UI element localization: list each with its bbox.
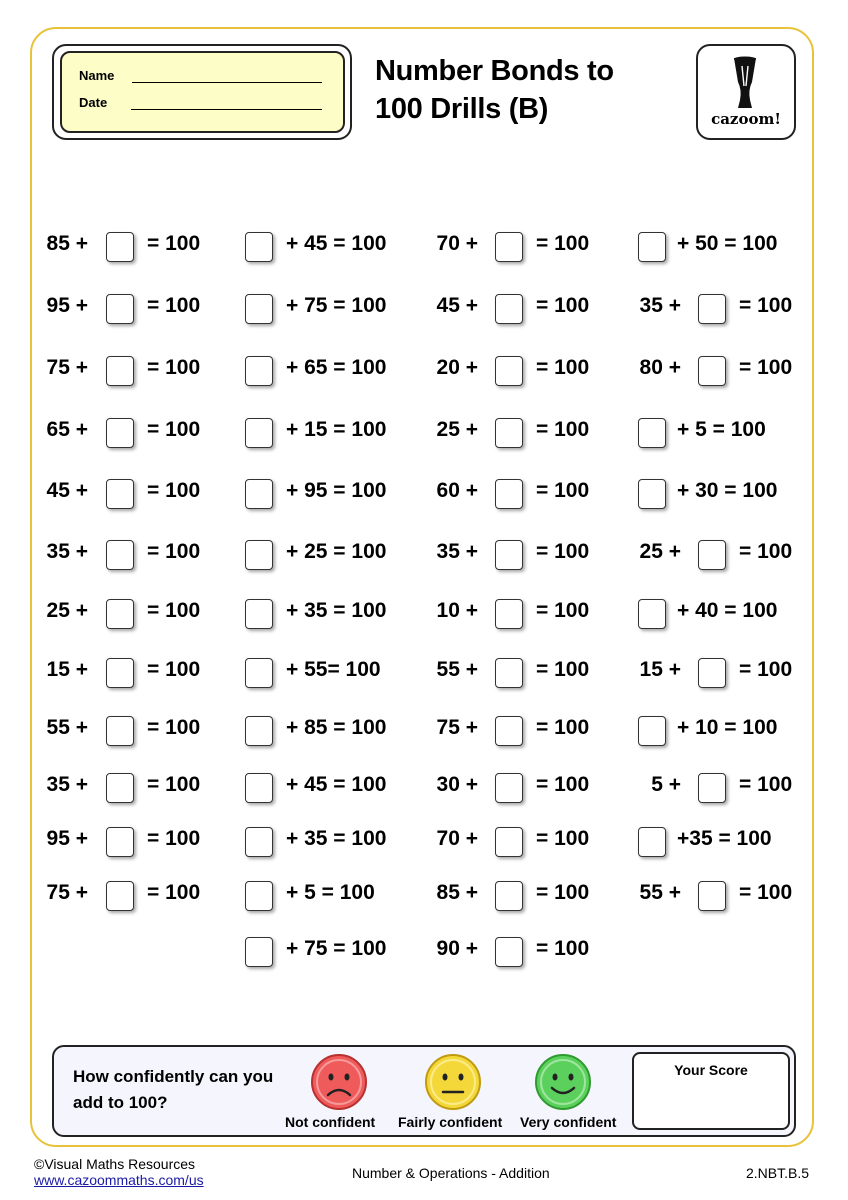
answer-box[interactable] bbox=[495, 294, 523, 324]
answer-box[interactable] bbox=[106, 294, 134, 324]
answer-box[interactable] bbox=[245, 599, 273, 629]
answer-box[interactable] bbox=[106, 356, 134, 386]
problem-equation: + 75 = 100 bbox=[286, 937, 387, 960]
problem-addend: 75 + bbox=[436, 716, 478, 739]
answer-box[interactable] bbox=[638, 827, 666, 857]
score-box[interactable] bbox=[632, 1052, 790, 1130]
problem-addend: 95 + bbox=[46, 827, 88, 850]
problem-addend: 35 + bbox=[46, 540, 88, 563]
name-field[interactable] bbox=[132, 82, 322, 83]
answer-box[interactable] bbox=[106, 658, 134, 688]
answer-box[interactable] bbox=[495, 479, 523, 509]
problem-equation: + 50 = 100 bbox=[677, 232, 778, 255]
answer-box[interactable] bbox=[495, 937, 523, 967]
problem-equation: = 100 bbox=[536, 418, 590, 441]
confidence-question: How confidently can you add to 100? bbox=[73, 1067, 274, 1112]
answer-box[interactable] bbox=[698, 773, 726, 803]
problem-addend: 85 + bbox=[46, 232, 88, 255]
problem-addend: 75 + bbox=[46, 881, 88, 904]
answer-box[interactable] bbox=[638, 716, 666, 746]
problem-equation: = 100 bbox=[147, 827, 201, 850]
problem-equation: = 100 bbox=[147, 294, 201, 317]
problem-addend: 25 + bbox=[639, 540, 681, 563]
problem-addend: 80 + bbox=[639, 356, 681, 379]
answer-box[interactable] bbox=[245, 479, 273, 509]
page-title bbox=[375, 52, 675, 128]
answer-box[interactable] bbox=[495, 599, 523, 629]
name-date-box bbox=[60, 51, 345, 133]
problem-equation: = 100 bbox=[536, 232, 590, 255]
problem-equation: = 100 bbox=[739, 773, 793, 796]
name-label: Name bbox=[79, 68, 115, 83]
problem-addend: 30 + bbox=[436, 773, 478, 796]
problem-equation: + 40 = 100 bbox=[677, 599, 778, 622]
problem-equation: = 100 bbox=[536, 294, 590, 317]
problem-equation: + 10 = 100 bbox=[677, 716, 778, 739]
answer-box[interactable] bbox=[245, 937, 273, 967]
answer-box[interactable] bbox=[495, 716, 523, 746]
answer-box[interactable] bbox=[638, 479, 666, 509]
problem-equation: = 100 bbox=[147, 658, 201, 681]
problem-addend: 55 + bbox=[46, 716, 88, 739]
copyright-text: ©Visual Maths Resources bbox=[34, 1156, 196, 1172]
title-line-2: 100 Drills (B) bbox=[375, 93, 549, 125]
problem-equation: + 75 = 100 bbox=[286, 294, 387, 317]
problem-equation: = 100 bbox=[739, 356, 793, 379]
problem-equation: = 100 bbox=[147, 773, 201, 796]
answer-box[interactable] bbox=[106, 773, 134, 803]
problem-equation: + 45 = 100 bbox=[286, 773, 387, 796]
problem-equation: + 5 = 100 bbox=[286, 881, 375, 904]
problem-addend: 5 + bbox=[651, 773, 681, 796]
problem-equation: + 35 = 100 bbox=[286, 827, 387, 850]
answer-box[interactable] bbox=[495, 540, 523, 570]
standard-code: 2.NBT.B.5 bbox=[746, 1165, 810, 1181]
logo-text: cazoom! bbox=[711, 110, 781, 128]
problem-equation: = 100 bbox=[739, 658, 793, 681]
answer-box[interactable] bbox=[698, 294, 726, 324]
website-link[interactable]: www.cazoommaths.com/us bbox=[34, 1172, 204, 1188]
score-label: Your Score bbox=[674, 1062, 748, 1078]
problem-equation: + 85 = 100 bbox=[286, 716, 387, 739]
problem-addend: 55 + bbox=[436, 658, 478, 681]
answer-box[interactable] bbox=[245, 773, 273, 803]
problem-addend: 15 + bbox=[639, 658, 681, 681]
problem-equation: + 45 = 100 bbox=[286, 232, 387, 255]
answer-box[interactable] bbox=[245, 540, 273, 570]
problem-equation: + 30 = 100 bbox=[677, 479, 778, 502]
problem-addend: 10 + bbox=[436, 599, 478, 622]
page-frame bbox=[30, 27, 814, 1147]
answer-box[interactable] bbox=[106, 881, 134, 911]
answer-box[interactable] bbox=[106, 827, 134, 857]
problem-addend: 25 + bbox=[46, 599, 88, 622]
problem-addend: 75 + bbox=[46, 356, 88, 379]
neutral-face-icon[interactable] bbox=[424, 1053, 482, 1111]
problem-equation: = 100 bbox=[536, 599, 590, 622]
problem-addend: 60 + bbox=[436, 479, 478, 502]
answer-box[interactable] bbox=[245, 881, 273, 911]
not-confident-label: Not confident bbox=[285, 1114, 376, 1130]
problem-equation: = 100 bbox=[536, 658, 590, 681]
problem-addend: 95 + bbox=[46, 294, 88, 317]
answer-box[interactable] bbox=[698, 881, 726, 911]
problem-equation: = 100 bbox=[536, 540, 590, 563]
answer-box[interactable] bbox=[106, 599, 134, 629]
problem-equation: +35 = 100 bbox=[677, 827, 772, 850]
answer-box[interactable] bbox=[106, 479, 134, 509]
problem-equation: = 100 bbox=[536, 716, 590, 739]
problem-addend: 70 + bbox=[436, 232, 478, 255]
answer-box[interactable] bbox=[698, 658, 726, 688]
answer-box[interactable] bbox=[495, 827, 523, 857]
date-label: Date bbox=[79, 95, 108, 110]
date-field[interactable] bbox=[131, 109, 322, 110]
problem-addend: 70 + bbox=[436, 827, 478, 850]
problem-addend: 45 + bbox=[436, 294, 478, 317]
problem-equation: = 100 bbox=[147, 418, 201, 441]
problem-equation: = 100 bbox=[147, 599, 201, 622]
answer-box[interactable] bbox=[638, 232, 666, 262]
problem-equation: = 100 bbox=[739, 881, 793, 904]
answer-box[interactable] bbox=[245, 294, 273, 324]
problem-equation: = 100 bbox=[739, 294, 793, 317]
problem-addend: 35 + bbox=[436, 540, 478, 563]
problem-equation: = 100 bbox=[147, 232, 201, 255]
problem-addend: 15 + bbox=[46, 658, 88, 681]
answer-box[interactable] bbox=[698, 540, 726, 570]
sad-face-icon[interactable] bbox=[310, 1053, 368, 1111]
answer-box[interactable] bbox=[245, 418, 273, 448]
problem-equation: = 100 bbox=[147, 881, 201, 904]
problem-equation: = 100 bbox=[536, 937, 590, 960]
problem-addend: 35 + bbox=[639, 294, 681, 317]
problem-equation: + 25 = 100 bbox=[286, 540, 387, 563]
answer-box[interactable] bbox=[495, 881, 523, 911]
answer-box[interactable] bbox=[495, 773, 523, 803]
answer-box[interactable] bbox=[638, 599, 666, 629]
answer-box[interactable] bbox=[495, 232, 523, 262]
fairly-confident-label: Fairly confident bbox=[398, 1114, 503, 1130]
problem-equation: = 100 bbox=[536, 479, 590, 502]
problem-equation: + 15 = 100 bbox=[286, 418, 387, 441]
title-line-1: Number Bonds to bbox=[375, 55, 614, 87]
answer-box[interactable] bbox=[106, 232, 134, 262]
problem-equation: = 100 bbox=[147, 540, 201, 563]
problem-addend: 35 + bbox=[46, 773, 88, 796]
problem-addend: 90 + bbox=[436, 937, 478, 960]
problem-equation: = 100 bbox=[739, 540, 793, 563]
answer-box[interactable] bbox=[245, 716, 273, 746]
problem-addend: 65 + bbox=[46, 418, 88, 441]
problem-equation: = 100 bbox=[536, 773, 590, 796]
problem-equation: = 100 bbox=[147, 356, 201, 379]
topic-text: Number & Operations - Addition bbox=[352, 1165, 550, 1181]
problem-equation: + 55= 100 bbox=[286, 658, 381, 681]
problem-equation: = 100 bbox=[147, 479, 201, 502]
problem-addend: 20 + bbox=[436, 356, 478, 379]
problem-addend: 45 + bbox=[46, 479, 88, 502]
answer-box[interactable] bbox=[245, 658, 273, 688]
problem-equation: = 100 bbox=[536, 356, 590, 379]
answer-box[interactable] bbox=[106, 716, 134, 746]
answer-box[interactable] bbox=[698, 356, 726, 386]
answer-box[interactable] bbox=[638, 418, 666, 448]
cazoom-logo bbox=[696, 44, 796, 140]
problem-equation: = 100 bbox=[536, 881, 590, 904]
answer-box[interactable] bbox=[495, 658, 523, 688]
problem-equation: = 100 bbox=[536, 827, 590, 850]
answer-box[interactable] bbox=[245, 232, 273, 262]
problem-equation: + 35 = 100 bbox=[286, 599, 387, 622]
problem-equation: = 100 bbox=[147, 716, 201, 739]
answer-box[interactable] bbox=[106, 540, 134, 570]
happy-face-icon[interactable] bbox=[534, 1053, 592, 1111]
very-confident-label: Very confident bbox=[520, 1114, 617, 1130]
answer-box[interactable] bbox=[245, 827, 273, 857]
answer-box[interactable] bbox=[106, 418, 134, 448]
problem-equation: + 5 = 100 bbox=[677, 418, 766, 441]
problem-addend: 85 + bbox=[436, 881, 478, 904]
answer-box[interactable] bbox=[495, 356, 523, 386]
problem-addend: 55 + bbox=[639, 881, 681, 904]
problem-equation: + 95 = 100 bbox=[286, 479, 387, 502]
answer-box[interactable] bbox=[495, 418, 523, 448]
problem-equation: + 65 = 100 bbox=[286, 356, 387, 379]
answer-box[interactable] bbox=[245, 356, 273, 386]
problem-addend: 25 + bbox=[436, 418, 478, 441]
